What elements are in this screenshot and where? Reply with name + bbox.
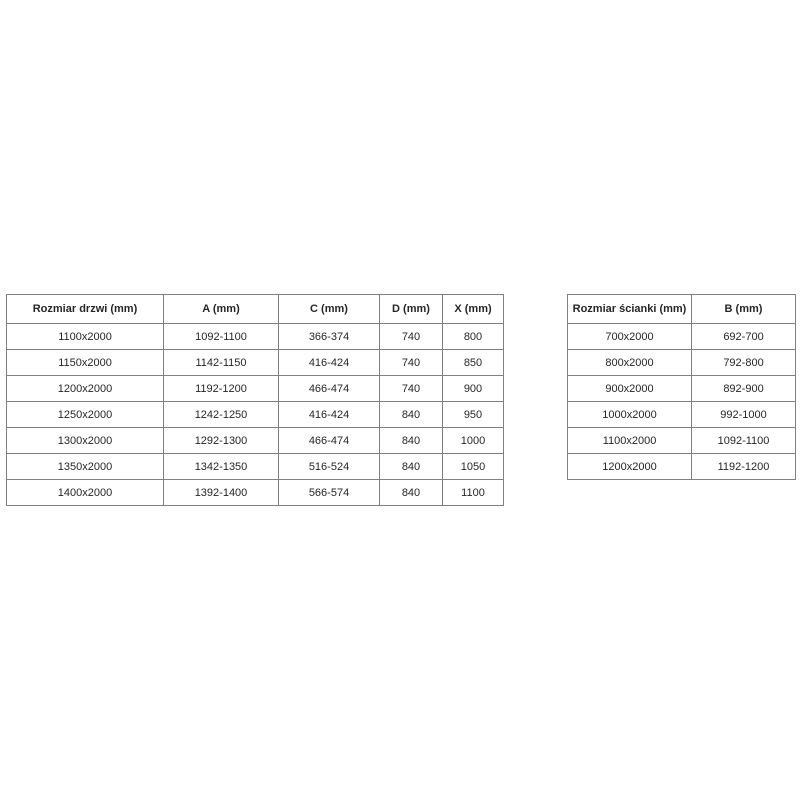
table-row: [7, 376, 504, 402]
table-cell: 740: [380, 350, 443, 376]
table-cell: 466-474: [279, 428, 380, 454]
column-header: B (mm): [692, 295, 796, 324]
column-header: D (mm): [380, 295, 443, 324]
table-cell: 1392-1400: [164, 480, 279, 506]
table-cell: 892-900: [692, 376, 796, 402]
table-row: [7, 350, 504, 376]
table-row: [568, 324, 796, 350]
wall-table-header-row: [568, 295, 796, 324]
column-header: C (mm): [279, 295, 380, 324]
table-cell: 1142-1150: [164, 350, 279, 376]
table-cell: 566-574: [279, 480, 380, 506]
table-cell: 1242-1250: [164, 402, 279, 428]
door-size-table: [6, 294, 504, 506]
table-row: [568, 428, 796, 454]
table-row: [568, 350, 796, 376]
table-cell: 850: [443, 350, 504, 376]
table-cell: 900: [443, 376, 504, 402]
table-cell: 1100x2000: [7, 324, 164, 350]
table-cell: 1100: [443, 480, 504, 506]
table-cell: 1342-1350: [164, 454, 279, 480]
table-cell: 792-800: [692, 350, 796, 376]
column-header: X (mm): [443, 295, 504, 324]
table-cell: 692-700: [692, 324, 796, 350]
table-cell: 516-524: [279, 454, 380, 480]
table-cell: 1250x2000: [7, 402, 164, 428]
table-cell: 416-424: [279, 402, 380, 428]
table-cell: 1192-1200: [164, 376, 279, 402]
table-row: [7, 480, 504, 506]
table-cell: 950: [443, 402, 504, 428]
table-cell: 366-374: [279, 324, 380, 350]
table-cell: 1000x2000: [568, 402, 692, 428]
table-cell: 1192-1200: [692, 454, 796, 480]
table-row: [568, 454, 796, 480]
table-cell: 840: [380, 402, 443, 428]
table-cell: 1350x2000: [7, 454, 164, 480]
table-row: [7, 324, 504, 350]
table-row: [568, 376, 796, 402]
wall-size-table: [567, 294, 796, 480]
table-cell: 1150x2000: [7, 350, 164, 376]
table-cell: 1300x2000: [7, 428, 164, 454]
table-cell: 740: [380, 324, 443, 350]
table-row: [568, 402, 796, 428]
table-row: [7, 402, 504, 428]
table-cell: 1200x2000: [568, 454, 692, 480]
column-header: Rozmiar ścianki (mm): [568, 295, 692, 324]
door-table-body: [7, 324, 504, 506]
table-cell: 740: [380, 376, 443, 402]
door-table-header-row: [7, 295, 504, 324]
column-header: Rozmiar drzwi (mm): [7, 295, 164, 324]
table-cell: 700x2000: [568, 324, 692, 350]
wall-table-body: [568, 324, 796, 480]
table-row: [7, 428, 504, 454]
table-cell: 416-424: [279, 350, 380, 376]
table-cell: 992-1000: [692, 402, 796, 428]
table-cell: 1400x2000: [7, 480, 164, 506]
table-cell: 1000: [443, 428, 504, 454]
table-cell: 800x2000: [568, 350, 692, 376]
table-cell: 1092-1100: [164, 324, 279, 350]
table-row: [7, 454, 504, 480]
table-cell: 800: [443, 324, 504, 350]
table-cell: 1092-1100: [692, 428, 796, 454]
table-cell: 1050: [443, 454, 504, 480]
column-header: A (mm): [164, 295, 279, 324]
table-cell: 840: [380, 428, 443, 454]
table-cell: 840: [380, 480, 443, 506]
table-cell: 840: [380, 454, 443, 480]
table-cell: 1100x2000: [568, 428, 692, 454]
table-cell: 1200x2000: [7, 376, 164, 402]
table-cell: 900x2000: [568, 376, 692, 402]
table-cell: 466-474: [279, 376, 380, 402]
table-cell: 1292-1300: [164, 428, 279, 454]
